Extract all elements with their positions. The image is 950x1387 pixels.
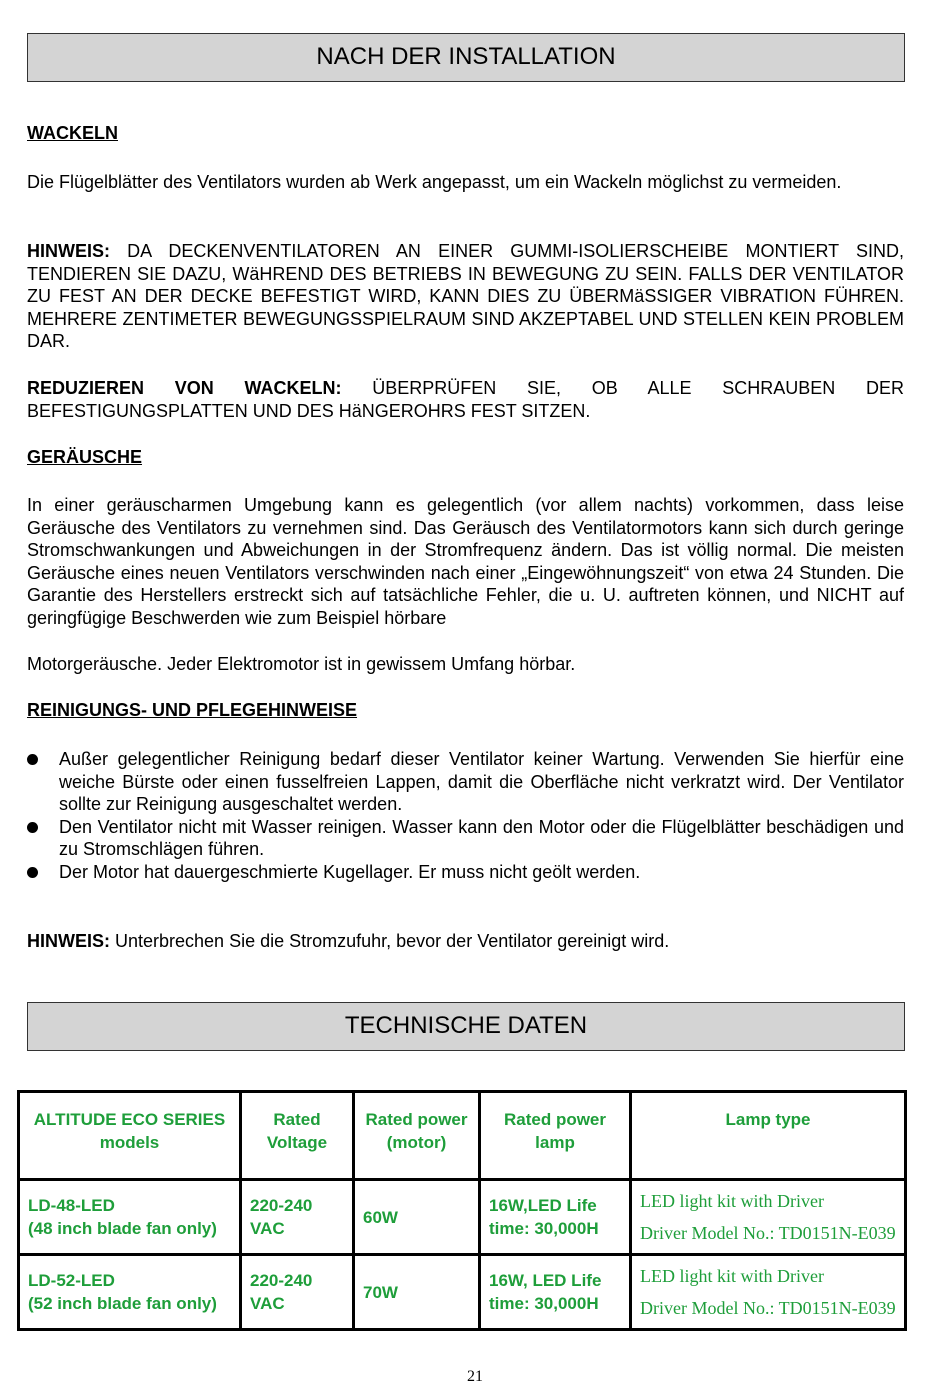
note-label: HINWEIS: (27, 931, 110, 951)
section-title: NACH DER INSTALLATION (316, 43, 616, 70)
cell-lamp-type: LED light kit with Driver Driver Model No.: TD0151N-E039 (631, 1255, 906, 1330)
reduce-text: ÜBERPRÜFEN SIE, OB ALLE SCHRAUBEN DER BEFESTIGUNGSPLATTEN UND DES HäNGEROHRS FEST SITZEN. (27, 378, 904, 421)
header-cell-models: ALTITUDE ECO SERIES models (19, 1092, 241, 1180)
cell-lamp-type: LED light kit with Driver Driver Model No.: TD0151N-E039 (631, 1180, 906, 1255)
cell-lamp-power: 16W, LED Life time: 30,000H (480, 1255, 631, 1330)
table-header-row (19, 1092, 906, 1180)
cell-motor-power: 70W (354, 1255, 480, 1330)
table-row (19, 1180, 906, 1255)
cell-model: LD-52-LED (52 inch blade fan only) (19, 1255, 241, 1330)
section-title: TECHNISCHE DATEN (344, 1012, 588, 1039)
heading-wobble: WACKELN (27, 123, 118, 143)
bullet-icon (27, 822, 38, 833)
paragraph-reduce-wobble (27, 377, 904, 422)
cell-voltage: 220-240 VAC (241, 1255, 354, 1330)
section-banner-technical-data (27, 1002, 905, 1051)
bullet-icon (27, 867, 38, 878)
cell-lamp-power: 16W,LED Life time: 30,000H (480, 1180, 631, 1255)
list-item: Den Ventilator nicht mit Wasser reinigen. Wasser kann den Motor oder die Flügelblätter beschädigen und zu Stromschlägen führen. (27, 816, 904, 861)
cell-model: LD-48-LED (48 inch blade fan only) (19, 1180, 241, 1255)
list-item: Außer gelegentlicher Reinigung bedarf dieser Ventilator keiner Wartung. Verwenden Sie hierfür eine weiche Bürste oder einen fusselfreien Lappen, damit die Oberfläche nicht verkratzt wird. Der Ventilator sollte zur Reinigung ausgeschaltet werden. (27, 748, 904, 816)
paragraph-noise-continued: Motorgeräusche. Jeder Elektromotor ist in gewissem Umfang hörbar. (27, 654, 576, 674)
header-cell-voltage: Rated Voltage (241, 1092, 354, 1180)
paragraph-noise: In einer geräuscharmen Umgebung kann es gelegentlich (vor allem nachts) vorkommen, dass leise Geräusche des Ventilators zu vernehmen sind. Das Geräusch des Ventilatormotors kann sich durch geringe Stromschwankungen und Abweichungen in der Stromfrequenz ändern. Das ist völlig normal. Die meisten Geräusche eines neuen Ventilators verschwinden nach einer „Eingewöhnungszeit“ von etwa 24 Stunden. Die Garantie des Herstellers erstreckt sich auf tatsächliche Fehler, die u. U. auftreten können, und NICHT auf geringfügige Beschwerden wie zum Beispiel hörbare (27, 495, 904, 628)
header-cell-lamp-type: Lamp type (631, 1092, 906, 1180)
heading-care: REINIGUNGS- UND PFLEGEHINWEISE (27, 700, 358, 720)
table-row (19, 1255, 906, 1330)
page-number: 21 (467, 1368, 483, 1385)
care-bullet-list (27, 748, 904, 884)
heading-noise: GERÄUSCHE (27, 447, 143, 467)
list-item: Der Motor hat dauergeschmierte Kugellager. Er muss nicht geölt werden. (27, 861, 904, 884)
header-cell-motor-power: Rated power (motor) (354, 1092, 480, 1180)
cell-voltage: 220-240 VAC (241, 1180, 354, 1255)
paragraph-wobble-note (27, 240, 904, 353)
header-cell-lamp-power: Rated power lamp (480, 1092, 631, 1180)
paragraph-care-note (27, 930, 904, 953)
note-label: HINWEIS: (27, 241, 110, 261)
reduce-label: REDUZIEREN VON WACKELN: (27, 378, 342, 398)
spec-table (17, 1090, 907, 1331)
note-text: Unterbrechen Sie die Stromzufuhr, bevor der Ventilator gereinigt wird. (110, 931, 670, 951)
paragraph-wobble-intro: Die Flügelblätter des Ventilators wurden ab Werk angepasst, um ein Wackeln möglichst zu vermeiden. (27, 172, 842, 192)
section-banner-installation (27, 33, 905, 82)
cell-motor-power: 60W (354, 1180, 480, 1255)
bullet-icon (27, 754, 38, 765)
note-text: DA DECKENVENTILATOREN AN EINER GUMMI-ISOLIERSCHEIBE MONTIERT SIND, TENDIEREN SIE DAZU, WäHREND DES BETRIEBS IN BEWEGUNG ZU SEIN. FALLS DER VENTILATOR ZU FEST AN DER DECKE BEFESTIGT WIRD, KANN DIES ZU ÜBERMäSSIGER VIBRATION FÜHREN. MEHRERE ZENTIMETER BEWEGUNGSSPIELRAUM SIND AKZEPTABEL UND STELLEN KEIN PROBLEM DAR. (27, 241, 904, 352)
